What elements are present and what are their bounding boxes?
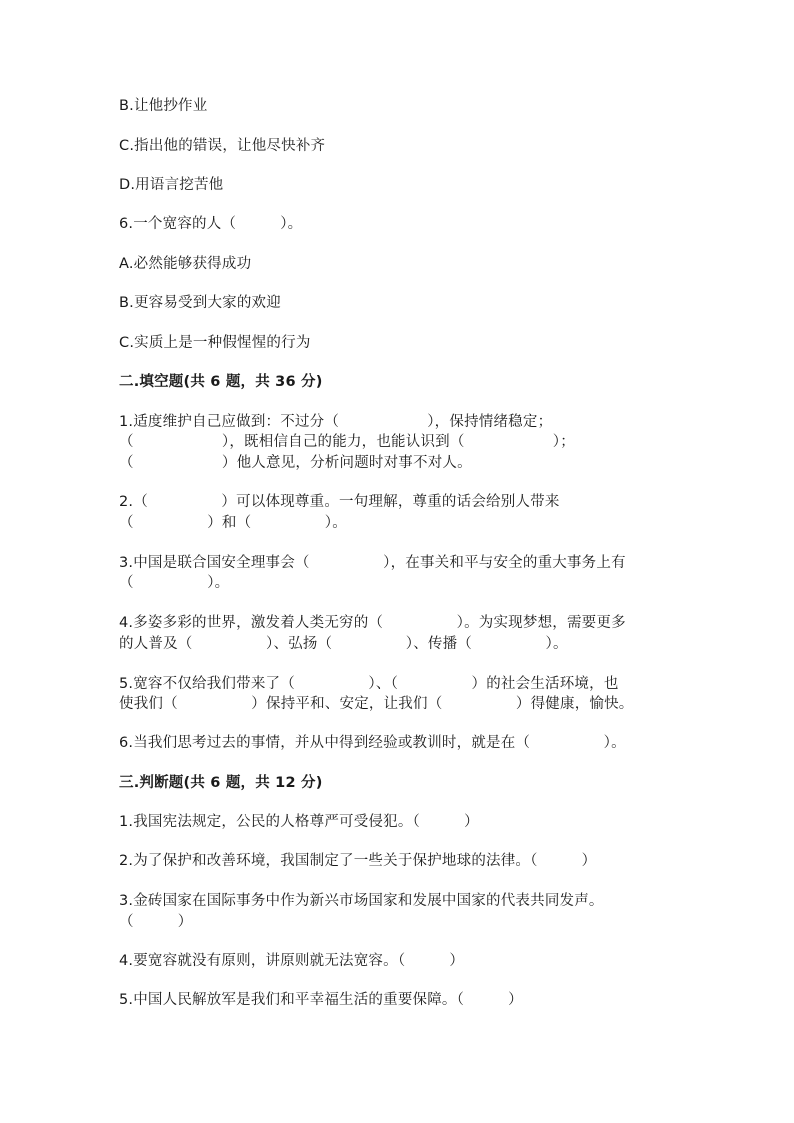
fill-question-5-line-1: 5.宽容不仅给我们带来了（ ）、（ ）的社会生活环境，也 <box>119 676 619 692</box>
fill-question-3-line-1: 3.中国是联合国安全理事会（ ），在事关和平与安全的重大事务上有 <box>119 555 626 571</box>
fill-question-2-line-2: （ ）和（ ）。 <box>119 515 347 531</box>
option-c-q6: C.实质上是一种假惺惺的行为 <box>119 335 311 351</box>
option-b-q5: B.让他抄作业 <box>119 98 208 114</box>
tf-question-1: 1.我国宪法规定，公民的人格尊严可受侵犯。（ ） <box>119 814 479 830</box>
fill-question-6: 6.当我们思考过去的事情，并从中得到经验或教训时，就是在（ ）。 <box>119 735 626 751</box>
option-b-q6: B.更容易受到大家的欢迎 <box>119 295 281 311</box>
tf-question-2: 2.为了保护和改善环境，我国制定了一些关于保护地球的法律。（ ） <box>119 853 597 869</box>
fill-question-4-line-2: 的人普及（ ）、弘扬（ ）、传播（ ）。 <box>119 636 568 652</box>
option-a-q6: A.必然能够获得成功 <box>119 256 252 272</box>
section-heading-fill-in: 二.填空题(共 6 题，共 36 分) <box>119 374 323 390</box>
fill-question-2-line-1: 2.（ ）可以体现尊重。一句理解，尊重的话会给别人带来 <box>119 494 560 510</box>
fill-question-1-line-2: （ ），既相信自己的能力，也能认识到（ ）； <box>119 434 575 450</box>
fill-question-4-line-1: 4.多姿多彩的世界，激发着人类无穷的（ ）。为实现梦想，需要更多 <box>119 615 626 631</box>
option-d-q5: D.用语言挖苦他 <box>119 177 224 193</box>
fill-question-5-line-2: 使我们（ ）保持平和、安定，让我们（ ）得健康，愉快。 <box>119 696 634 712</box>
fill-question-3-line-2: （ ）。 <box>119 575 230 591</box>
option-c-q5: C.指出他的错误，让他尽快补齐 <box>119 138 326 154</box>
fill-question-1-line-1: 1.适度维护自己应做到：不过分（ ），保持情绪稳定； <box>119 414 553 430</box>
fill-question-1-line-3: （ ）他人意见，分析问题时对事不对人。 <box>119 455 472 471</box>
tf-question-5: 5.中国人民解放军是我们和平幸福生活的重要保障。（ ） <box>119 992 523 1008</box>
tf-question-3-line-2: （ ） <box>119 914 193 930</box>
tf-question-4: 4.要宽容就没有原则，讲原则就无法宽容。（ ） <box>119 953 465 969</box>
section-heading-true-false: 三.判断题(共 6 题，共 12 分) <box>119 775 323 791</box>
question-6-mc: 6.一个宽容的人（ ）。 <box>119 216 303 232</box>
tf-question-3-line-1: 3.金砖国家在国际事务中作为新兴市场国家和发展中国家的代表共同发声。 <box>119 893 604 909</box>
